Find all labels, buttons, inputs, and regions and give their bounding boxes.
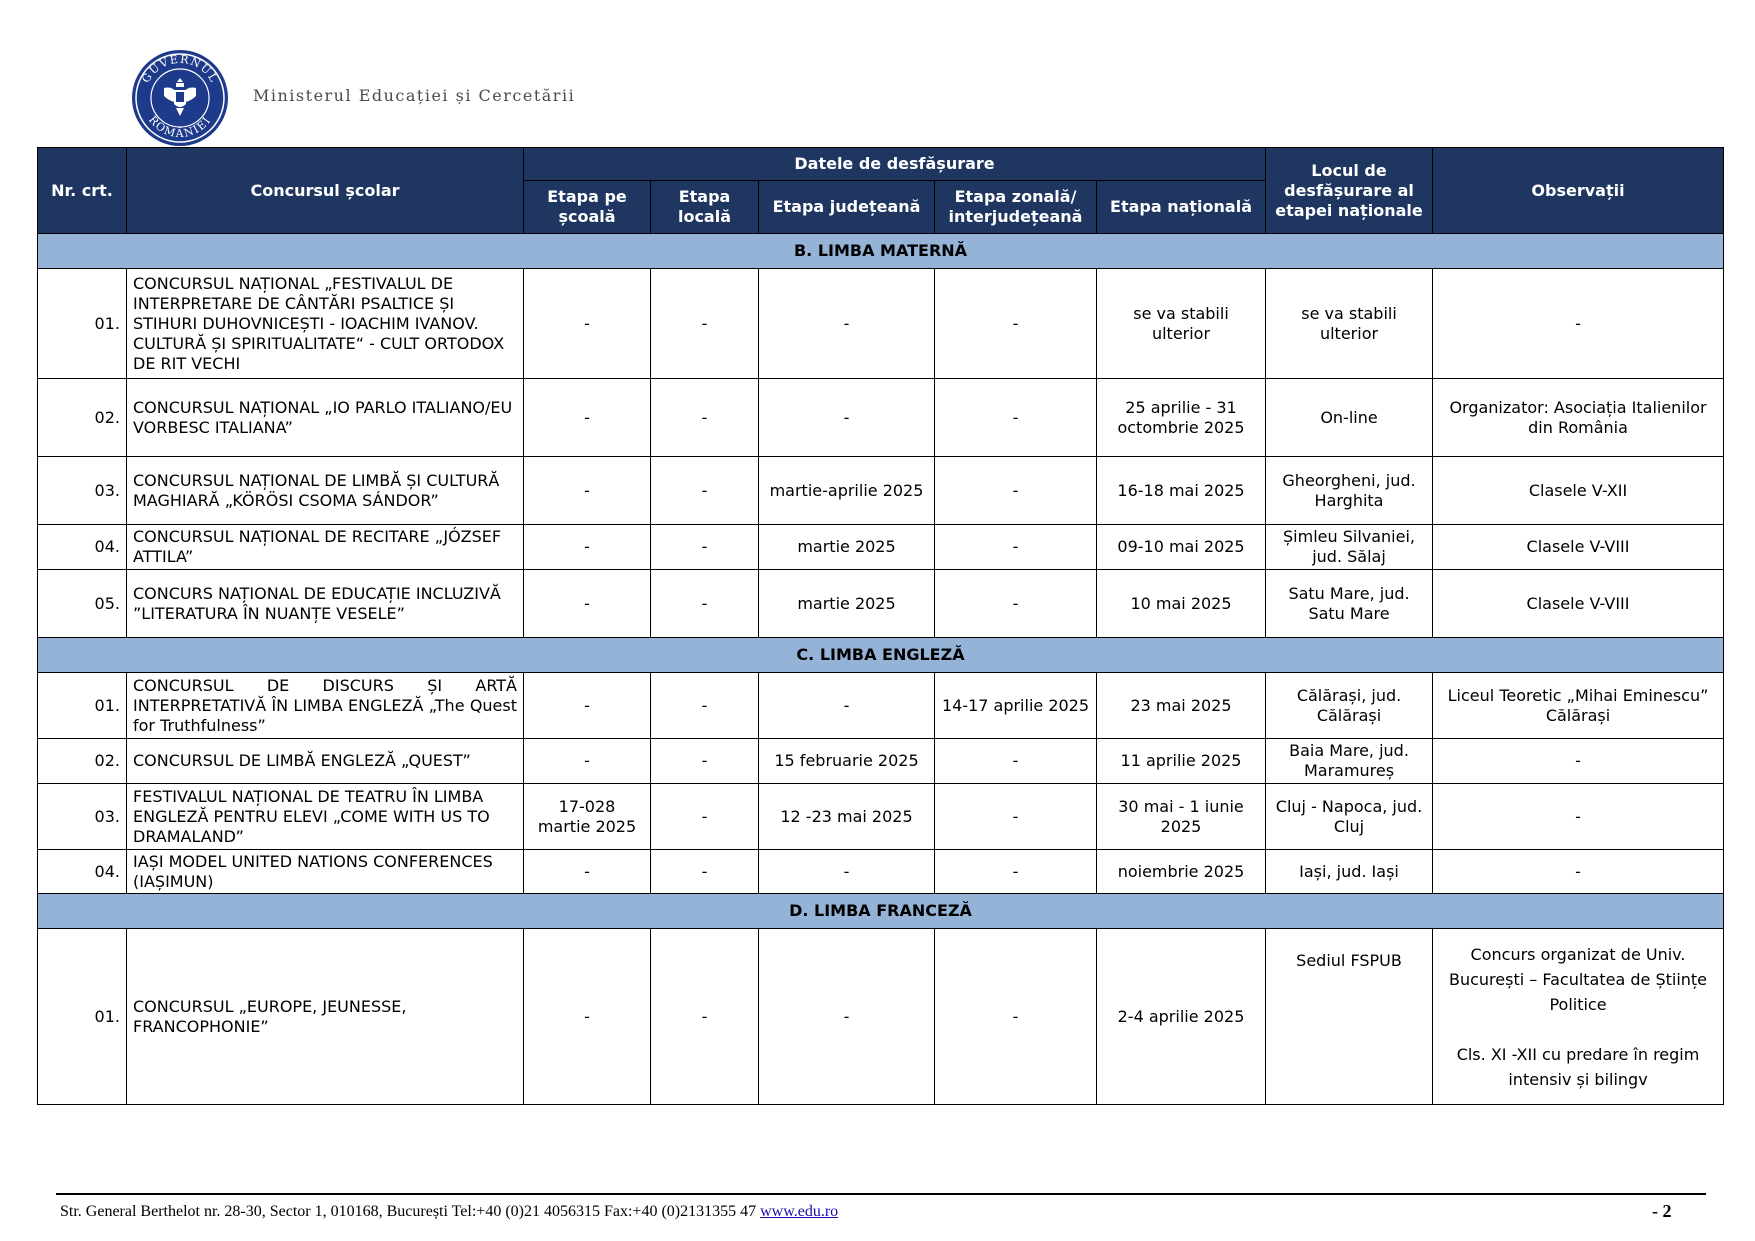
cell-nr: 01. (38, 269, 127, 379)
cell-zonal: - (935, 929, 1097, 1105)
cell-county: - (759, 929, 935, 1105)
cell-local: - (651, 379, 759, 457)
cell-nr: 04. (38, 850, 127, 894)
header-dates-group: Datele de desfășurare (524, 148, 1266, 181)
cell-national: noiembrie 2025 (1097, 850, 1266, 894)
section-row (38, 894, 1724, 929)
cell-notes: - (1433, 850, 1724, 894)
cell-school: - (524, 850, 651, 894)
cell-zonal: - (935, 570, 1097, 638)
cell-notes: - (1433, 784, 1724, 850)
cell-location: Baia Mare, jud. Maramureș (1266, 739, 1433, 784)
cell-notes (1433, 929, 1724, 1105)
cell-school: - (524, 739, 651, 784)
cell-notes: Clasele V-XII (1433, 457, 1724, 525)
cell-school: - (524, 929, 651, 1105)
cell-local: - (651, 739, 759, 784)
cell-county: - (759, 850, 935, 894)
cell-county: 12 -23 mai 2025 (759, 784, 935, 850)
cell-school: 17-028 martie 2025 (524, 784, 651, 850)
header-school-stage: Etapa pe școală (524, 181, 651, 234)
cell-national: 10 mai 2025 (1097, 570, 1266, 638)
cell-notes: - (1433, 739, 1724, 784)
cell-location: Cluj - Napoca, jud. Cluj (1266, 784, 1433, 850)
cell-contest: CONCURSUL DE LIMBĂ ENGLEZĂ „QUEST” (127, 739, 524, 784)
cell-school: - (524, 570, 651, 638)
footer-address-text: Str. General Berthelot nr. 28-30, Sector 1, 010168, București Tel:+40 (0)21 4056315 Fax:+40 (0)2131355 47 (60, 1203, 761, 1220)
cell-county: - (759, 269, 935, 379)
cell-contest: CONCURSUL NAȚIONAL DE RECITARE „JÓZSEF ATTILA” (127, 525, 524, 570)
cell-county: martie 2025 (759, 570, 935, 638)
table-row (38, 525, 1724, 570)
header-notes: Observații (1433, 148, 1724, 234)
footer-divider (56, 1193, 1706, 1195)
cell-contest: CONCURSUL DE DISCURS ȘI ARTĂ INTERPRETATIVĂ ÎN LIMBA ENGLEZĂ „The Quest for Truthfulness” (127, 673, 524, 739)
cell-local: - (651, 525, 759, 570)
cell-zonal: - (935, 457, 1097, 525)
cell-zonal: - (935, 269, 1097, 379)
table-row (38, 379, 1724, 457)
header-nr: Nr. crt. (38, 148, 127, 234)
cell-notes: Liceul Teoretic „Mihai Eminescu” Călărași (1433, 673, 1724, 739)
section-title: B. LIMBA MATERNĂ (38, 234, 1724, 269)
contests-table (37, 147, 1724, 1105)
cell-location: se va stabili ulterior (1266, 269, 1433, 379)
cell-national: 2-4 aprilie 2025 (1097, 929, 1266, 1105)
table-row (38, 739, 1724, 784)
table-row (38, 673, 1724, 739)
cell-zonal: 14-17 aprilie 2025 (935, 673, 1097, 739)
cell-local: - (651, 269, 759, 379)
document-header (130, 48, 930, 148)
cell-national: se va stabili ulterior (1097, 269, 1266, 379)
cell-notes: - (1433, 269, 1724, 379)
table-row (38, 850, 1724, 894)
cell-contest: FESTIVALUL NAȚIONAL DE TEATRU ÎN LIMBA ENGLEZĂ PENTRU ELEVI „COME WITH US TO DRAMALAND” (127, 784, 524, 850)
cell-nr: 05. (38, 570, 127, 638)
cell-notes: Organizator: Asociația Italienilor din România (1433, 379, 1724, 457)
cell-local: - (651, 784, 759, 850)
footer-address (60, 1203, 838, 1221)
website-link[interactable]: www.edu.ro (760, 1203, 839, 1220)
government-seal-icon (130, 48, 230, 148)
cell-county: - (759, 673, 935, 739)
cell-school: - (524, 379, 651, 457)
notes-organizer: Concurs organizat de Univ. București – Facultatea de Științe Politice (1449, 944, 1708, 1014)
cell-local: - (651, 673, 759, 739)
cell-zonal: - (935, 739, 1097, 784)
section-title: C. LIMBA ENGLEZĂ (38, 638, 1724, 673)
svg-text:ROMÂNIEI: ROMÂNIEI (146, 113, 214, 141)
cell-location: Sediul FSPUB (1266, 929, 1433, 1105)
cell-contest: CONCURS NAȚIONAL DE EDUCAȚIE INCLUZIVĂ ”LITERATURA ÎN NUANȚE VESELE” (127, 570, 524, 638)
header-contest: Concursul școlar (127, 148, 524, 234)
cell-county: martie 2025 (759, 525, 935, 570)
cell-national: 25 aprilie - 31 octombrie 2025 (1097, 379, 1266, 457)
cell-nr: 02. (38, 379, 127, 457)
table-row (38, 570, 1724, 638)
header-zonal-stage: Etapa zonală/ interjudețeană (935, 181, 1097, 234)
cell-nr: 04. (38, 525, 127, 570)
cell-nr: 01. (38, 673, 127, 739)
section-row (38, 638, 1724, 673)
cell-local: - (651, 457, 759, 525)
cell-contest: IAȘI MODEL UNITED NATIONS CONFERENCES (IAȘIMUN) (127, 850, 524, 894)
cell-nr: 03. (38, 784, 127, 850)
cell-county: - (759, 379, 935, 457)
cell-national: 16-18 mai 2025 (1097, 457, 1266, 525)
section-row (38, 234, 1724, 269)
cell-national: 09-10 mai 2025 (1097, 525, 1266, 570)
cell-nr: 01. (38, 929, 127, 1105)
cell-notes: Clasele V-VIII (1433, 525, 1724, 570)
cell-national: 11 aprilie 2025 (1097, 739, 1266, 784)
cell-contest: CONCURSUL NAȚIONAL DE LIMBĂ ȘI CULTURĂ MAGHIARĂ „KÖRÖSI CSOMA SÁNDOR” (127, 457, 524, 525)
cell-location: Călărași, jud. Călărași (1266, 673, 1433, 739)
cell-zonal: - (935, 784, 1097, 850)
cell-county: 15 februarie 2025 (759, 739, 935, 784)
section-title: D. LIMBA FRANCEZĂ (38, 894, 1724, 929)
cell-school: - (524, 525, 651, 570)
header-county-stage: Etapa județeană (759, 181, 935, 234)
cell-location: Gheorgheni, jud. Harghita (1266, 457, 1433, 525)
header-local-stage: Etapa locală (651, 181, 759, 234)
cell-nr: 02. (38, 739, 127, 784)
table-row (38, 784, 1724, 850)
cell-school: - (524, 269, 651, 379)
svg-text:GUVERNUL: GUVERNUL (139, 52, 221, 86)
header-national-stage: Etapa națională (1097, 181, 1266, 234)
cell-nr: 03. (38, 457, 127, 525)
page-number: - 2 (1652, 1201, 1672, 1221)
cell-local: - (651, 850, 759, 894)
cell-contest: CONCURSUL NAȚIONAL „FESTIVALUL DE INTERPRETARE DE CÂNTĂRI PSALTICE ȘI STIHURI DUHOVNICEȘTI - IOACHIM IVANOV. CULTURĂ ȘI SPIRITUALITATE“ - CULT ORTODOX DE RIT VECHI (127, 269, 524, 379)
table-row (38, 457, 1724, 525)
cell-zonal: - (935, 525, 1097, 570)
cell-zonal: - (935, 850, 1097, 894)
notes-classes: Cls. XI -XII cu predare în regim intensiv și bilingv (1456, 1044, 1700, 1089)
cell-local: - (651, 929, 759, 1105)
cell-notes: Clasele V-VIII (1433, 570, 1724, 638)
table-row (38, 269, 1724, 379)
cell-county: martie-aprilie 2025 (759, 457, 935, 525)
cell-local: - (651, 570, 759, 638)
cell-school: - (524, 673, 651, 739)
cell-location: On-line (1266, 379, 1433, 457)
cell-contest: CONCURSUL „EUROPE, JEUNESSE, FRANCOPHONIE” (127, 929, 524, 1105)
cell-zonal: - (935, 379, 1097, 457)
cell-national: 30 mai - 1 iunie 2025 (1097, 784, 1266, 850)
cell-location: Satu Mare, jud. Satu Mare (1266, 570, 1433, 638)
ministry-name: Ministerul Educației și Cercetării (253, 86, 576, 105)
cell-location: Șimleu Silvaniei, jud. Sălaj (1266, 525, 1433, 570)
header-location: Locul de desfășurare al etapei naționale (1266, 148, 1433, 234)
table-row (38, 929, 1724, 1105)
cell-national: 23 mai 2025 (1097, 673, 1266, 739)
cell-school: - (524, 457, 651, 525)
cell-location: Iași, jud. Iași (1266, 850, 1433, 894)
cell-contest: CONCURSUL NAȚIONAL „IO PARLO ITALIANO/EU VORBESC ITALIANA” (127, 379, 524, 457)
